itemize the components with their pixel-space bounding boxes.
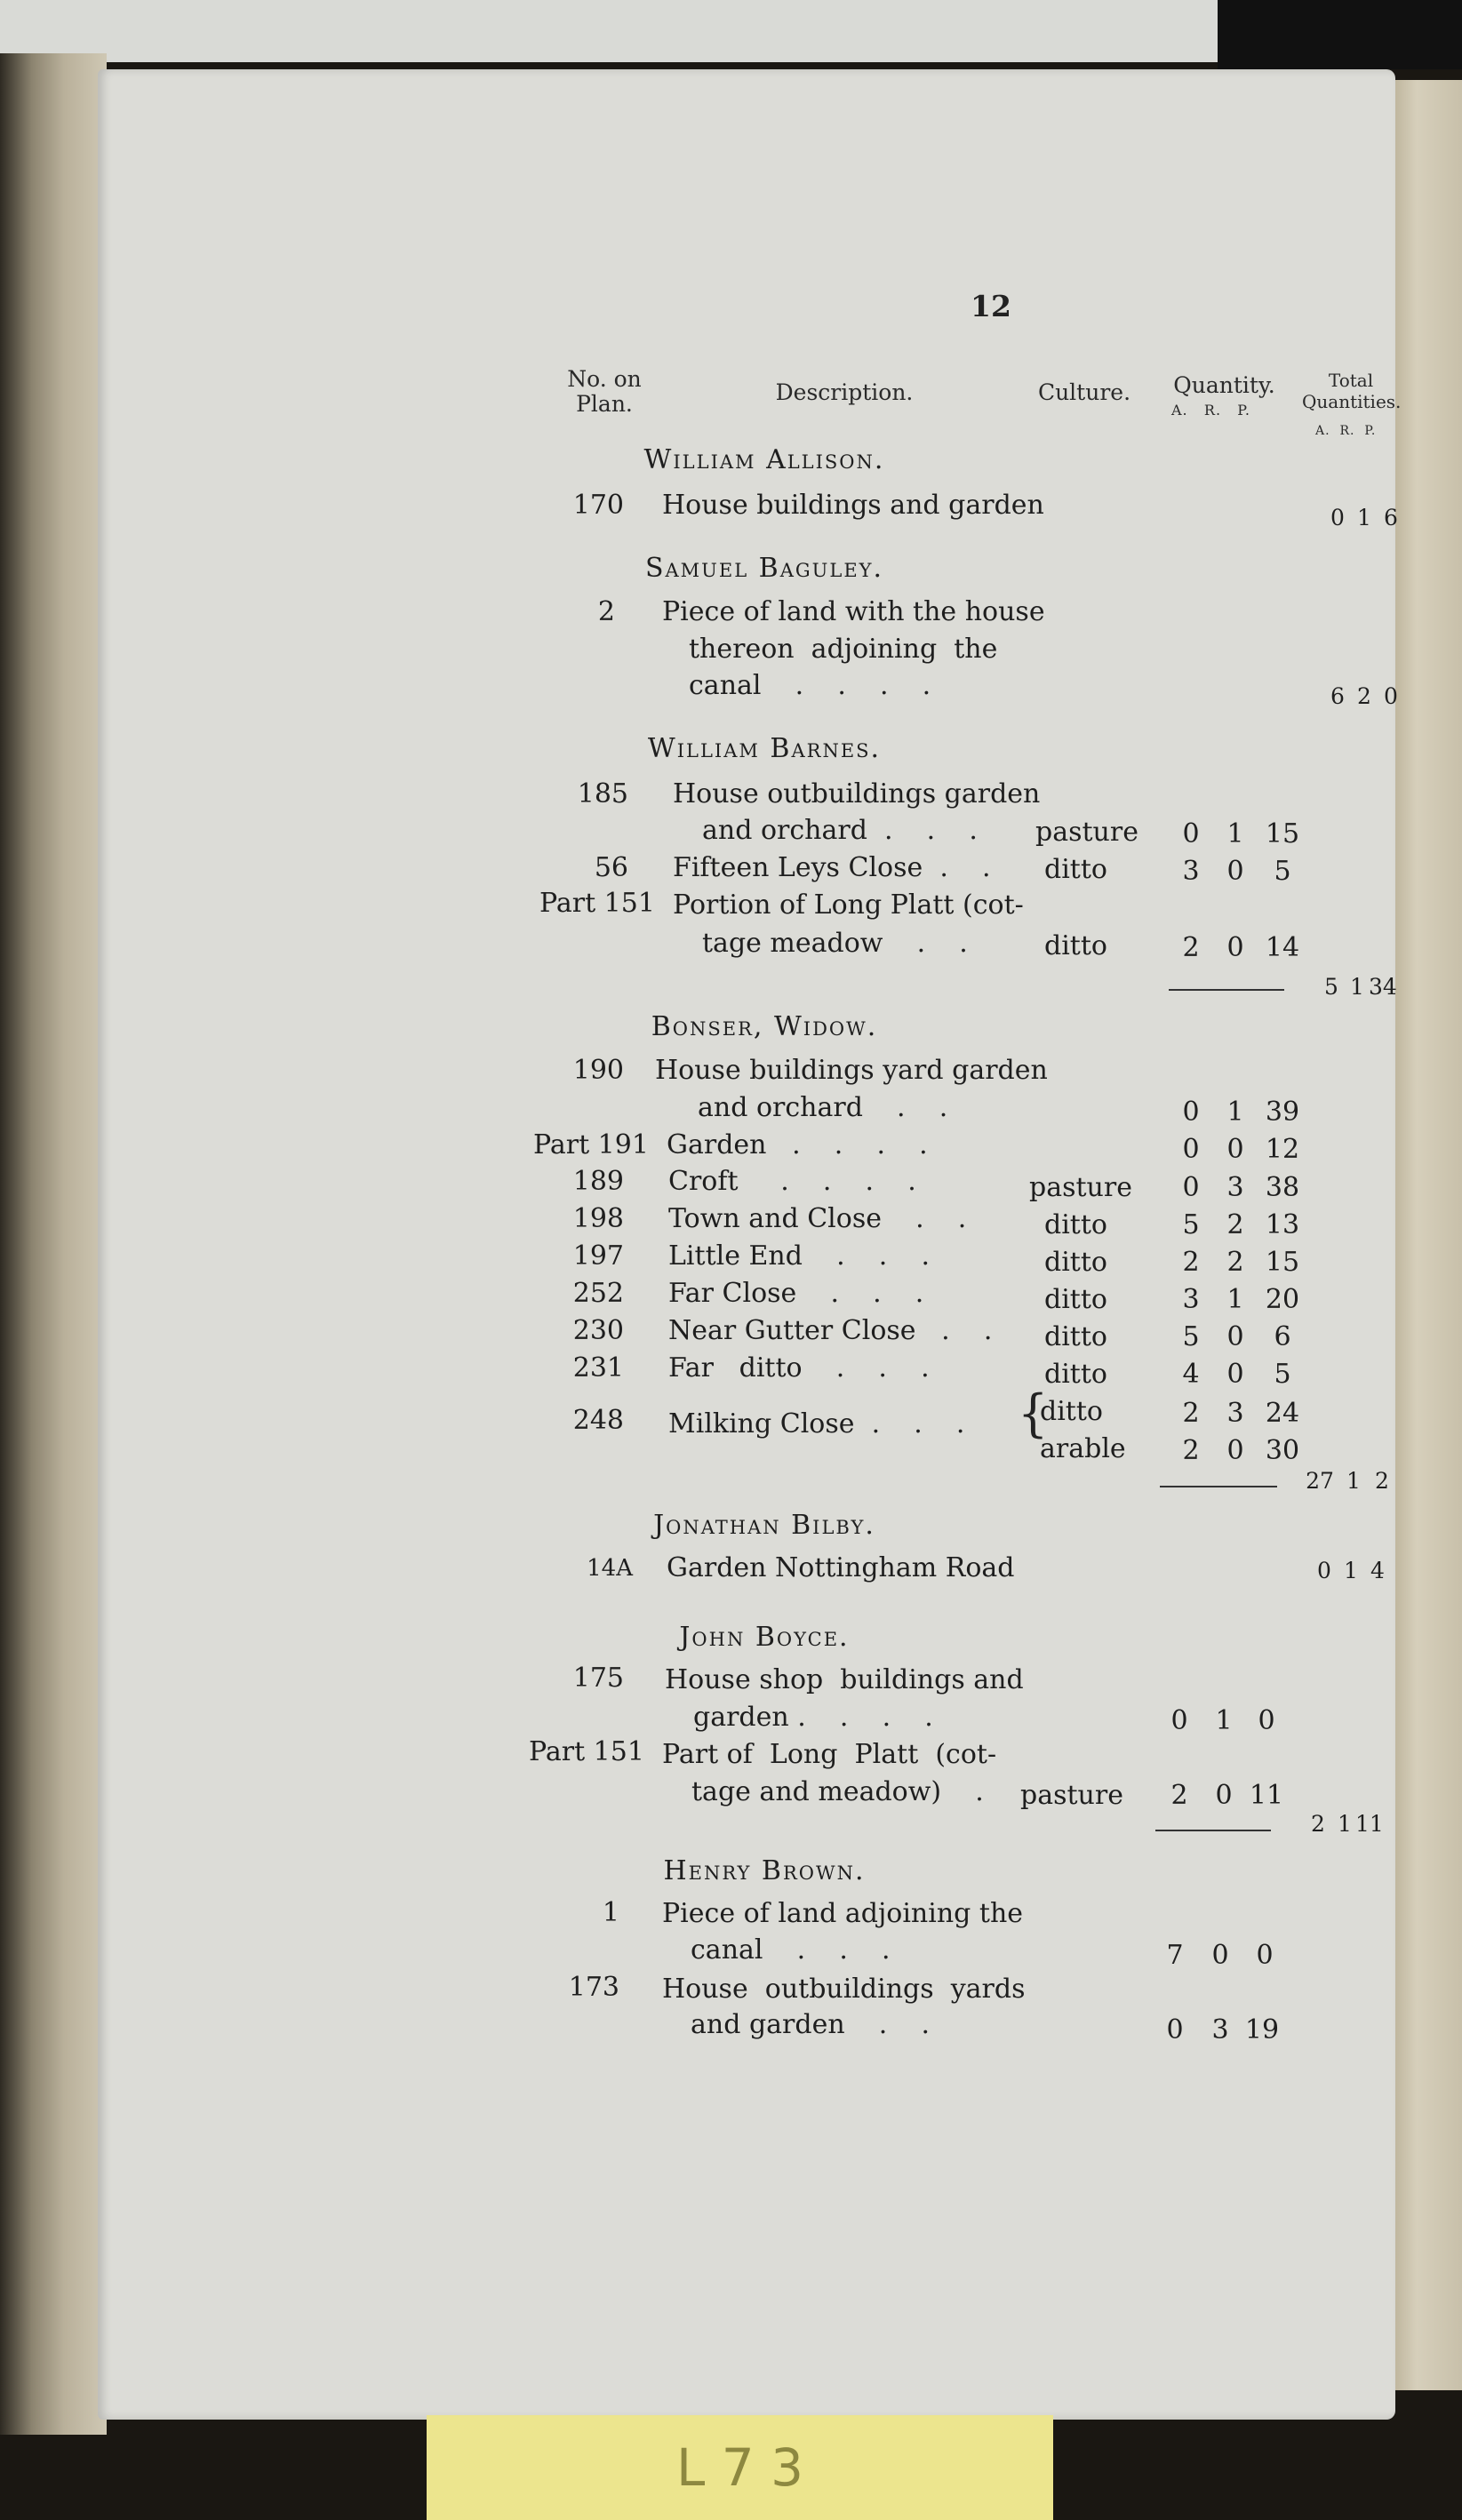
page-number: 12 bbox=[971, 289, 1011, 323]
plan-number: 230 bbox=[572, 1315, 624, 1346]
qty-perches: 39 bbox=[1265, 1097, 1300, 1128]
culture: ditto bbox=[1044, 1209, 1107, 1240]
qty-perches: 6 bbox=[1274, 1321, 1291, 1352]
qty-roods: 0 bbox=[1226, 932, 1244, 963]
qty-acres: 0 bbox=[1170, 1705, 1188, 1736]
next-page-edge bbox=[1386, 80, 1462, 2390]
subtotal-rule bbox=[1169, 989, 1284, 991]
description: House outbuildings garden bbox=[673, 778, 1041, 809]
qty-roods: 1 bbox=[1226, 818, 1244, 849]
culture: ditto bbox=[1044, 854, 1107, 885]
total-perches: 6 bbox=[1384, 505, 1398, 530]
description: Croft . . . . bbox=[668, 1166, 916, 1197]
culture: ditto bbox=[1044, 1247, 1107, 1278]
qty-acres: 7 bbox=[1166, 1940, 1184, 1971]
qty-perches: 12 bbox=[1265, 1134, 1300, 1165]
total-perches: 4 bbox=[1370, 1558, 1385, 1583]
qty-acres: 0 bbox=[1182, 1097, 1200, 1128]
qty-acres: 0 bbox=[1182, 818, 1200, 849]
book-spine-edge bbox=[0, 53, 107, 2435]
description-continued: and orchard . . bbox=[698, 1092, 948, 1123]
sticky-note: L 7 3 bbox=[427, 2415, 1053, 2520]
qty-perches: 5 bbox=[1274, 856, 1291, 887]
total-acres: 0 bbox=[1330, 505, 1345, 530]
description: Piece of land adjoining the bbox=[662, 1898, 1024, 1929]
qty-roods: 0 bbox=[1211, 1940, 1229, 1971]
owner-name: Bonser, Widow. bbox=[651, 1011, 878, 1042]
qty-roods: 3 bbox=[1226, 1172, 1244, 1203]
qty-acres: 2 bbox=[1182, 1247, 1200, 1278]
qty-acres: 2 bbox=[1170, 1780, 1188, 1811]
description-continued: and orchard . . . bbox=[702, 815, 978, 846]
description-continued: canal . . . bbox=[691, 1934, 891, 1966]
qty-roods: 1 bbox=[1226, 1284, 1244, 1315]
plan-number: 170 bbox=[572, 490, 624, 521]
description-continued: tage meadow . . bbox=[702, 928, 968, 959]
plan-number: Part 151 bbox=[529, 1736, 644, 1767]
plan-number: 2 bbox=[597, 596, 615, 627]
owner-name: William Barnes. bbox=[647, 733, 882, 764]
total-roods: 1 bbox=[1357, 505, 1371, 530]
qty-perches: 13 bbox=[1265, 1209, 1300, 1240]
description: Part of Long Platt (cot- bbox=[662, 1739, 997, 1770]
qty-roods: 3 bbox=[1226, 1398, 1244, 1429]
header-no-on-plan: No. on Plan. bbox=[567, 366, 642, 417]
qty-roods: 2 bbox=[1226, 1209, 1244, 1240]
description: Garden Nottingham Road bbox=[667, 1552, 1015, 1583]
plan-number: 56 bbox=[594, 852, 628, 883]
qty-perches: 20 bbox=[1265, 1284, 1300, 1315]
description: House outbuildings yards bbox=[662, 1974, 1026, 2005]
total-perches: 34 bbox=[1369, 974, 1397, 1000]
brace-symbol: { bbox=[1018, 1384, 1049, 1443]
description-continued: tage and meadow) . bbox=[691, 1776, 984, 1807]
qty-perches: 30 bbox=[1265, 1435, 1300, 1466]
plan-number: 189 bbox=[572, 1166, 624, 1197]
plan-number: Part 151 bbox=[539, 888, 655, 919]
total-acres: 5 bbox=[1324, 974, 1338, 1000]
total-roods: 1 bbox=[1344, 1558, 1358, 1583]
qty-acres: 0 bbox=[1182, 1172, 1200, 1203]
header-quantity-units: A. R. P. bbox=[1171, 402, 1250, 419]
plan-number: 173 bbox=[568, 1972, 619, 2003]
owner-name: Jonathan Bilby. bbox=[653, 1510, 875, 1541]
total-acres: 27 bbox=[1306, 1468, 1334, 1494]
plan-number: 198 bbox=[572, 1203, 624, 1234]
subtotal-rule bbox=[1155, 1830, 1271, 1831]
header-culture: Culture. bbox=[1037, 379, 1131, 405]
plan-number: 1 bbox=[602, 1897, 619, 1928]
total-roods: 2 bbox=[1357, 683, 1371, 709]
qty-acres: 2 bbox=[1182, 1435, 1200, 1466]
qty-roods: 0 bbox=[1215, 1780, 1233, 1811]
qty-acres: 0 bbox=[1166, 2014, 1184, 2046]
plan-number: 185 bbox=[577, 778, 628, 809]
total-perches: 2 bbox=[1375, 1468, 1389, 1494]
culture: pasture bbox=[1020, 1780, 1123, 1811]
plan-number: 14A bbox=[587, 1555, 633, 1582]
subtotal-rule bbox=[1160, 1486, 1277, 1487]
qty-acres: 2 bbox=[1182, 932, 1200, 963]
description: Milking Close . . . bbox=[668, 1408, 965, 1439]
total-perches: 0 bbox=[1384, 683, 1398, 709]
description-continued: thereon adjoining the bbox=[689, 634, 998, 665]
description: Far Close . . . bbox=[668, 1278, 924, 1309]
total-roods: 1 bbox=[1338, 1811, 1352, 1837]
description: House shop buildings and bbox=[665, 1664, 1024, 1695]
header-total-units: A. R. P. bbox=[1315, 424, 1377, 438]
description: Garden . . . . bbox=[667, 1129, 928, 1160]
culture: ditto bbox=[1044, 1359, 1107, 1390]
header-quantity: Quantity. bbox=[1173, 372, 1275, 398]
plan-number: 190 bbox=[572, 1055, 624, 1086]
owner-name: Samuel Baguley. bbox=[644, 553, 884, 584]
description: Portion of Long Platt (cot- bbox=[673, 889, 1024, 921]
plan-number: 252 bbox=[572, 1278, 624, 1309]
description: Near Gutter Close . . bbox=[668, 1315, 993, 1346]
culture: arable bbox=[1040, 1433, 1126, 1464]
qty-perches: 14 bbox=[1265, 932, 1300, 963]
top-background bbox=[0, 0, 1218, 62]
qty-perches: 0 bbox=[1258, 1705, 1275, 1736]
qty-perches: 24 bbox=[1265, 1398, 1300, 1429]
description-continued: garden . . . . bbox=[693, 1702, 933, 1733]
total-roods: 1 bbox=[1346, 1468, 1361, 1494]
header-description: Description. bbox=[775, 379, 914, 405]
qty-perches: 5 bbox=[1274, 1359, 1291, 1390]
culture: ditto bbox=[1040, 1396, 1103, 1427]
description: House buildings and garden bbox=[662, 490, 1044, 521]
qty-acres: 5 bbox=[1182, 1209, 1200, 1240]
description-continued: canal . . . . bbox=[689, 670, 931, 701]
culture: ditto bbox=[1044, 1284, 1107, 1315]
total-perches: 11 bbox=[1355, 1811, 1384, 1837]
plan-number: 175 bbox=[572, 1663, 624, 1694]
qty-roods: 3 bbox=[1211, 2014, 1229, 2046]
header-total: Total Quantities. bbox=[1302, 370, 1402, 412]
owner-name: John Boyce. bbox=[679, 1622, 850, 1653]
description-continued: and garden . . bbox=[691, 2009, 931, 2040]
qty-perches: 0 bbox=[1256, 1940, 1274, 1971]
plan-number: 197 bbox=[572, 1240, 624, 1272]
description: Far ditto . . . bbox=[668, 1352, 930, 1384]
qty-perches: 38 bbox=[1265, 1172, 1300, 1203]
owner-name: Henry Brown. bbox=[663, 1855, 866, 1886]
culture: pasture bbox=[1035, 817, 1138, 848]
qty-acres: 3 bbox=[1182, 856, 1200, 887]
qty-roods: 0 bbox=[1226, 1359, 1244, 1390]
qty-acres: 3 bbox=[1182, 1284, 1200, 1315]
qty-acres: 2 bbox=[1182, 1398, 1200, 1429]
description: Little End . . . bbox=[668, 1240, 930, 1272]
total-acres: 6 bbox=[1330, 683, 1345, 709]
plan-number: 231 bbox=[572, 1352, 624, 1384]
total-acres: 0 bbox=[1317, 1558, 1331, 1583]
qty-perches: 11 bbox=[1249, 1780, 1284, 1811]
top-background-dark bbox=[1218, 0, 1462, 69]
qty-roods: 1 bbox=[1215, 1705, 1233, 1736]
owner-name: William Allison. bbox=[643, 444, 885, 475]
description: Fifteen Leys Close . . bbox=[673, 852, 991, 883]
plan-number: 248 bbox=[572, 1405, 624, 1436]
qty-acres: 5 bbox=[1182, 1321, 1200, 1352]
qty-roods: 0 bbox=[1226, 1435, 1244, 1466]
qty-roods: 2 bbox=[1226, 1247, 1244, 1278]
qty-roods: 1 bbox=[1226, 1097, 1244, 1128]
total-acres: 2 bbox=[1311, 1811, 1325, 1837]
qty-roods: 0 bbox=[1226, 1321, 1244, 1352]
culture: ditto bbox=[1044, 930, 1107, 961]
qty-acres: 0 bbox=[1182, 1134, 1200, 1165]
qty-perches: 15 bbox=[1265, 818, 1300, 849]
description: House buildings yard garden bbox=[655, 1055, 1048, 1086]
qty-perches: 15 bbox=[1265, 1247, 1300, 1278]
description: Town and Close . . bbox=[668, 1203, 967, 1234]
qty-roods: 0 bbox=[1226, 856, 1244, 887]
culture: ditto bbox=[1044, 1321, 1107, 1352]
culture: pasture bbox=[1029, 1172, 1132, 1203]
plan-number: Part 191 bbox=[533, 1129, 649, 1160]
qty-acres: 4 bbox=[1182, 1359, 1200, 1390]
qty-roods: 0 bbox=[1226, 1134, 1244, 1165]
qty-perches: 19 bbox=[1244, 2014, 1280, 2046]
description: Piece of land with the house bbox=[662, 596, 1045, 627]
total-roods: 1 bbox=[1350, 974, 1364, 1000]
